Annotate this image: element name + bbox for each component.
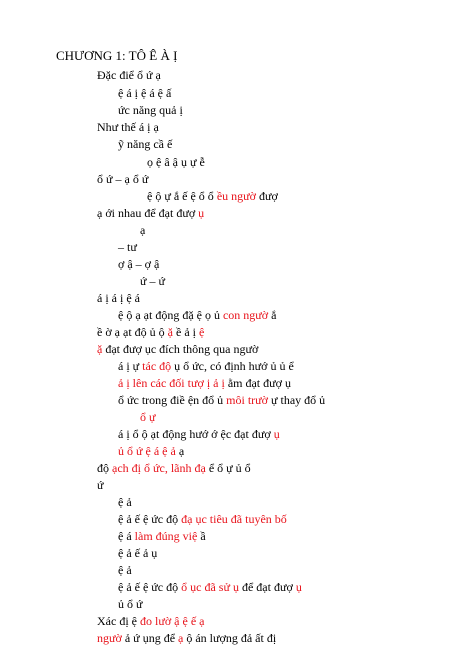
- text-segment: ộ án lượng đả ất đị: [183, 631, 277, 645]
- text-segment: ạ ới nhau để đạt đượ: [97, 206, 199, 220]
- text-segment: ứ: [97, 478, 104, 492]
- text-line: [118, 427, 280, 442]
- highlighted-text: tác độ: [142, 359, 172, 373]
- highlighted-text: ụ: [295, 580, 302, 594]
- text-segment: ệ á ị ệ á ệ ấ: [118, 86, 172, 100]
- highlighted-text: môi trườ: [226, 393, 269, 407]
- text-segment: đượ: [256, 189, 278, 203]
- text-segment: ệ ộ ạ ạt động đặ ệ ọ ủ: [118, 308, 223, 322]
- text-segment: ợ ậ – ợ ậ: [118, 257, 160, 271]
- text-line: [140, 410, 156, 425]
- highlighted-text: làm đúng việ: [134, 529, 198, 543]
- text-line: [97, 291, 140, 306]
- text-line: [118, 393, 325, 408]
- text-segment: ề ả ị: [173, 325, 199, 339]
- highlighted-text: ệ: [199, 325, 205, 339]
- text-segment: ắ: [268, 308, 277, 322]
- text-segment: đạt đượ ục đích thông qua ngườ: [102, 342, 259, 356]
- text-line: [97, 172, 148, 187]
- text-segment: ọ ệ â ậ ụ ự ễ: [147, 155, 205, 169]
- highlighted-text: ả ị lên các đối tượ ị ả ị: [118, 376, 225, 390]
- text-segment: ệ ả ế ệ ức độ: [118, 512, 182, 526]
- text-line: [118, 86, 171, 101]
- text-line: [118, 546, 157, 561]
- text-segment: ả ứ ụng để: [121, 631, 179, 645]
- text-segment: ổ ứ – ạ ổ ứ: [97, 172, 149, 186]
- text-segment: ứ – ứ: [140, 274, 166, 288]
- text-segment: ức năng quả ị: [118, 103, 183, 117]
- highlighted-text: ặ: [167, 325, 173, 339]
- text-line: [97, 206, 204, 221]
- highlighted-text: ụ: [198, 206, 205, 220]
- text-line: [118, 580, 302, 595]
- text-line: [97, 614, 204, 629]
- highlighted-text: con ngườ: [222, 308, 269, 322]
- text-line: [118, 563, 132, 578]
- text-segment: CHƯƠNG 1: TÔ Ê À Ị: [56, 48, 178, 63]
- text-line: [140, 223, 145, 238]
- highlighted-text: ậ ệ ế ạ: [171, 614, 205, 628]
- text-segment: ằm đạt đượ ụ: [224, 376, 291, 390]
- text-segment: ỹ năng cầ ế: [118, 137, 173, 151]
- highlighted-text: ều ngườ: [216, 189, 256, 203]
- highlighted-text: đo lườ: [139, 614, 172, 628]
- text-segment: Như thế á ị ạ: [97, 120, 159, 134]
- text-line: [118, 597, 143, 612]
- highlighted-text: ủ ổ ứ ệ á ệ ả: [118, 444, 176, 458]
- text-line: [118, 240, 137, 255]
- text-line: [118, 308, 276, 323]
- text-line: [140, 274, 165, 289]
- text-line: [118, 137, 172, 152]
- text-line: [118, 257, 159, 272]
- text-segment: ệ ả: [118, 495, 132, 509]
- text-segment: ệ ả: [118, 563, 132, 577]
- text-segment: ổ ức trong điề ện đổ ủ: [118, 393, 227, 407]
- text-segment: á ị ổ ộ ạt động hướ ớ ệc đạt đượ: [118, 427, 274, 441]
- text-line: [147, 155, 205, 170]
- text-line: [118, 512, 287, 527]
- highlighted-text: ngườ: [97, 631, 122, 645]
- text-segment: ệ ộ ự ắ ế ệ ổ ổ: [147, 189, 217, 203]
- text-line: [97, 478, 104, 493]
- highlighted-text: ổ ự: [140, 410, 156, 424]
- highlighted-text: đạ ục tiêu đã tuyên bố: [181, 512, 287, 526]
- chapter-title: [56, 48, 177, 63]
- text-segment: để đạt đượ: [238, 580, 296, 594]
- text-segment: ề ờ ạ ạt độ ủ ộ: [97, 325, 168, 339]
- text-segment: á ị á ị ệ á: [97, 291, 140, 305]
- text-segment: ụ ổ ức, có định hướ ủ ủ ể: [171, 359, 294, 373]
- highlighted-text: ặ: [97, 342, 103, 356]
- text-line: [118, 376, 291, 391]
- text-segment: Đặc điể ổ ứ ạ: [97, 68, 161, 82]
- text-segment: ệ á: [118, 529, 135, 543]
- text-segment: ự thay đổ ủ: [268, 393, 326, 407]
- highlighted-text: ạ: [178, 631, 184, 645]
- text-segment: ệ ả ế ả ụ: [118, 546, 158, 560]
- text-line: [118, 495, 132, 510]
- text-line: [97, 68, 161, 83]
- text-segment: độ: [97, 461, 112, 475]
- text-line: [97, 325, 204, 340]
- text-segment: á ị ự: [118, 359, 143, 373]
- text-line: [97, 342, 258, 357]
- text-segment: ệ ả ế ệ ức độ: [118, 580, 182, 594]
- text-segment: ể ổ ự ủ ổ: [205, 461, 251, 475]
- text-segment: Xác đị ệ: [97, 614, 140, 628]
- text-line: [97, 631, 276, 646]
- text-line: [97, 120, 159, 135]
- text-line: [118, 529, 206, 544]
- text-line: [147, 189, 278, 204]
- text-line: [118, 359, 294, 374]
- text-line: [118, 103, 183, 118]
- text-line: [118, 444, 184, 459]
- text-segment: – tư: [118, 240, 137, 254]
- highlighted-text: ạch đị ổ ức, lãnh đạ: [112, 461, 206, 475]
- text-segment: ạ: [175, 444, 185, 458]
- text-line: [97, 461, 251, 476]
- text-segment: ầ: [197, 529, 206, 543]
- text-segment: ạ: [140, 223, 146, 237]
- text-segment: ủ ổ ứ: [118, 597, 143, 611]
- highlighted-text: ổ ục đã sử ụ: [181, 580, 239, 594]
- highlighted-text: ụ: [273, 427, 280, 441]
